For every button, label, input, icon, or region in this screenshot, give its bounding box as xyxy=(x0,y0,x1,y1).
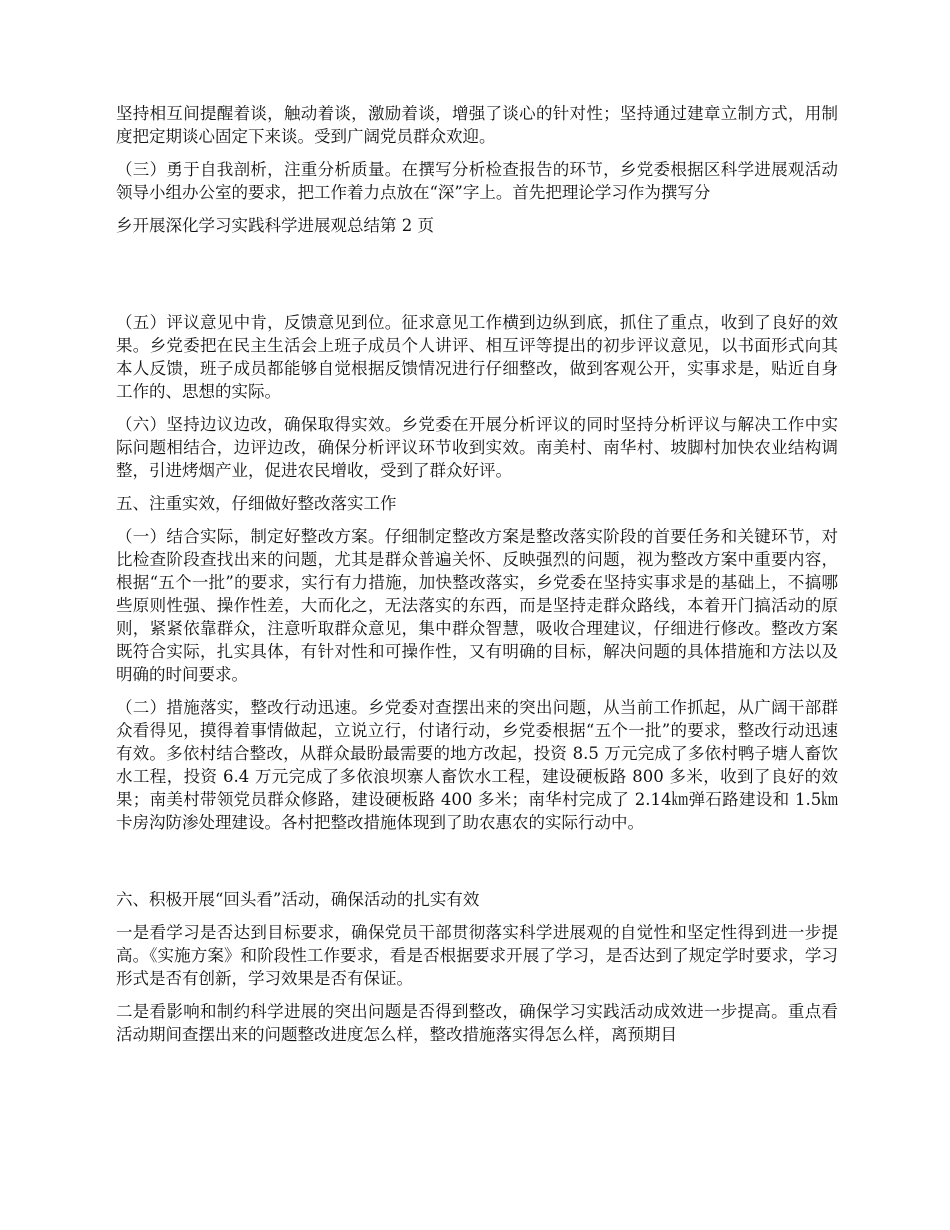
section-gap xyxy=(116,844,838,888)
section-heading: 五、注重实效，仔细做好整改落实工作 xyxy=(116,494,397,513)
paragraph: （三）勇于自我剖析，注重分析质量。在撰写分析检查报告的环节，乡党委根据区科学进展观活动领导小组办公室的要求，把工作着力点放在“深”字上。首先把理论学习作为撰写分 xyxy=(116,160,838,202)
page-marker: 乡开展深化学习实践科学进展观总结第 2 页 xyxy=(116,216,434,235)
document-page xyxy=(116,102,838,1056)
page-break-gap xyxy=(116,247,838,311)
paragraph: 一是看学习是否达到目标要求，确保党员干部贯彻落实科学进展观的自觉性和坚定性得到进一步提高。《实施方案》和阶段性工作要求，看是否根据要求开展了学习，是否达到了规定学时要求，学习形式是否有创新，学习效果是否有保证。 xyxy=(116,923,838,988)
section-heading: 六、积极开展“回头看”活动，确保活动的扎实有效 xyxy=(116,890,480,909)
paragraph: 坚持相互间提醒着谈，触动着谈，激励着谈，增强了谈心的针对性；坚持通过建章立制方式，用制度把定期谈心固定下来谈。受到广阔党员群众欢迎。 xyxy=(116,104,838,146)
paragraph: （一）结合实际，制定好整改方案。仔细制定整改方案是整改落实阶段的首要任务和关键环节，对比检查阶段查找出来的问题，尤其是群众普遍关怀、反映强烈的问题，视为整改方案中重要内容，根据“五个一批”的要求，实行有力措施，加快整改落实，乡党委在坚持实事求是的基础上，不搞哪些原则性强、操作性差，大而化之，无法落实的东西，而是坚持走群众路线，本着开门搞活动的原则，紧紧依靠群众，注意听取群众意见，集中群众智慧，吸收合理建议，仔细进行修改。整改方案既符合实际，扎实具体，有针对性和可操作性，又有明确的目标，解决问题的具体措施和方法以及明确的时间要求。 xyxy=(116,527,838,684)
paragraph: 二是看影响和制约科学进展的突出问题是否得到整改，确保学习实践活动成效进一步提高。重点看活动期间查摆出来的问题整改进度怎么样，整改措施落实得怎么样，离预期目 xyxy=(116,1002,838,1044)
paragraph: （六）坚持边议边改，确保取得实效。乡党委在开展分析评议的同时坚持分析评议与解决工作中实际问题相结合，边评边改，确保分析评议环节收到实效。南美村、南华村、坡脚村加快农业结构调整，引进烤烟产业，促进农民增收，受到了群众好评。 xyxy=(116,415,838,480)
paragraph: （五）评议意见中肯，反馈意见到位。征求意见工作横到边纵到底，抓住了重点，收到了良好的效果。乡党委把在民主生活会上班子成员个人讲评、相互评等提出的初步评议意见，以书面形式向其本人反馈，班子成员都能够自觉根据反馈情况进行仔细整改，做到客观公开，实事求是，贴近自身工作的、思想的实际。 xyxy=(116,313,838,401)
paragraph: （二）措施落实，整改行动迅速。乡党委对查摆出来的突出问题，从当前工作抓起，从广阔干部群众看得见，摸得着事情做起，立说立行，付诸行动，乡党委根据“五个一批”的要求，整改行动迅速有效。多依村结合整改，从群众最盼最需要的地方改起，投资 8.5 万元完成了多依村鸭子塘人畜饮水工程，投资 6.4 万元完成了多依浪坝寨人畜饮水工程，建设硬板路 800 多米，收到了良好的效果；南美村带领党员群众修路，建设硬板路 400 多米；南华村完成了 2.14㎞弹石路建设和 1.5㎞卡房沟防渗处理建设。各村把整改措施体现到了助农惠农的实际行动中。 xyxy=(116,698,838,832)
